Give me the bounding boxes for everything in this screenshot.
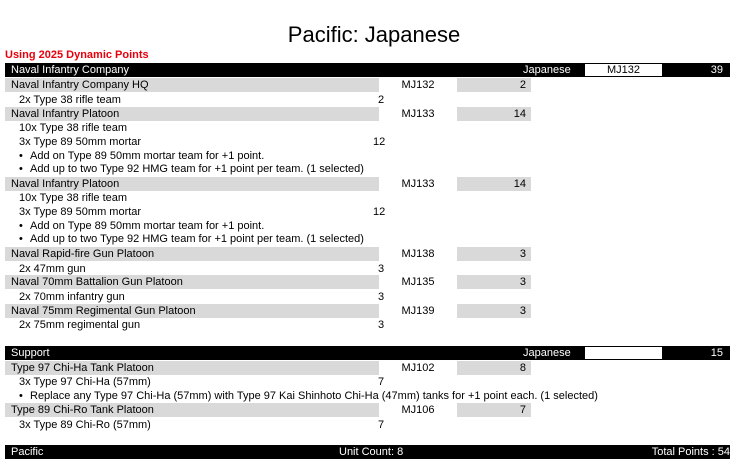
unit-points: 3	[519, 248, 526, 260]
unit-line-points: 3	[378, 291, 385, 303]
unit-line: 10x Type 38 rifle team	[19, 122, 128, 134]
unit-code: MJ133	[379, 177, 457, 191]
unit-line-points: 3	[378, 263, 385, 275]
support-header	[5, 346, 730, 360]
unit-line-points: 7	[378, 376, 385, 388]
footer-unit-count: Unit Count: 8	[339, 446, 404, 458]
page-title: Pacific: Japanese	[287, 22, 461, 47]
footer-total-points: Total Points : 54	[651, 446, 730, 458]
support-name: Support	[11, 347, 50, 359]
unit-points: 14	[513, 178, 526, 190]
unit-option: • Add on Type 89 50mm mortar team for +1 point.	[19, 149, 264, 163]
unit-code: MJ133	[379, 107, 457, 121]
unit-points: 14	[513, 108, 526, 120]
support-nation: Japanese	[523, 347, 571, 359]
unit-code: MJ135	[379, 275, 457, 289]
unit-code: MJ139	[379, 304, 457, 318]
unit-option: • Add on Type 89 50mm mortar team for +1 point.	[19, 219, 264, 233]
footer-theatre: Pacific	[11, 446, 44, 458]
footer-bar	[5, 445, 730, 459]
unit-name: Naval Infantry Platoon	[11, 108, 120, 120]
support-code-box	[585, 347, 662, 359]
unit-line-points: 12	[373, 206, 386, 218]
unit-code: MJ138	[379, 247, 457, 261]
unit-points: 3	[519, 276, 526, 288]
company-points: 39	[710, 64, 723, 76]
unit-line: 3x Type 89 Chi-Ro (57mm)	[19, 419, 151, 431]
unit-row	[5, 275, 531, 289]
company-header	[5, 63, 730, 77]
unit-row	[5, 78, 531, 92]
unit-line: 2x Type 38 rifle team	[19, 94, 121, 106]
unit-line-points: 7	[378, 419, 385, 431]
points-note: Using 2025 Dynamic Points	[5, 49, 149, 61]
unit-row	[5, 304, 531, 318]
unit-points: 3	[519, 305, 526, 317]
unit-line-points: 3	[378, 319, 385, 331]
support-points: 15	[710, 347, 723, 359]
unit-line: 2x 75mm regimental gun	[19, 319, 141, 331]
unit-line: 3x Type 89 50mm mortar	[19, 206, 142, 218]
unit-row	[5, 361, 531, 375]
unit-line-points: 12	[373, 136, 386, 148]
unit-points: 8	[519, 362, 526, 374]
unit-name: Naval 70mm Battalion Gun Platoon	[11, 276, 183, 288]
company-code-box	[585, 64, 662, 76]
unit-line: 2x 47mm gun	[19, 263, 86, 275]
unit-code: MJ106	[379, 403, 457, 417]
unit-line: 10x Type 38 rifle team	[19, 192, 128, 204]
unit-name: Naval 75mm Regimental Gun Platoon	[11, 305, 196, 317]
unit-line: 3x Type 89 50mm mortar	[19, 136, 142, 148]
company-code: MJ132	[606, 64, 641, 76]
unit-line: 3x Type 97 Chi-Ha (57mm)	[19, 376, 151, 388]
unit-option: • Add up to two Type 92 HMG team for +1 point per team. (1 selected)	[19, 232, 364, 246]
unit-points: 7	[519, 404, 526, 416]
unit-row	[5, 107, 531, 121]
unit-name: Type 97 Chi-Ha Tank Platoon	[11, 362, 154, 374]
unit-row	[5, 403, 531, 417]
unit-line-points: 2	[378, 94, 385, 106]
unit-name: Naval Rapid-fire Gun Platoon	[11, 248, 155, 260]
unit-line: 2x 70mm infantry gun	[19, 291, 125, 303]
unit-option: • Add up to two Type 92 HMG team for +1 point per team. (1 selected)	[19, 162, 364, 176]
unit-name: Naval Infantry Platoon	[11, 178, 120, 190]
unit-points: 2	[519, 79, 526, 91]
company-nation: Japanese	[523, 64, 571, 76]
unit-name: Naval Infantry Company HQ	[11, 79, 149, 91]
unit-code: MJ132	[379, 78, 457, 92]
unit-option: • Replace any Type 97 Chi-Ha (57mm) with Type 97 Kai Shinhoto Chi-Ha (47mm) tanks for +1 point each. (1 selected)	[19, 389, 598, 403]
company-name: Naval Infantry Company	[11, 64, 129, 76]
unit-code: MJ102	[379, 361, 457, 375]
unit-name: Type 89 Chi-Ro Tank Platoon	[11, 404, 154, 416]
unit-row	[5, 247, 531, 261]
unit-row	[5, 177, 531, 191]
